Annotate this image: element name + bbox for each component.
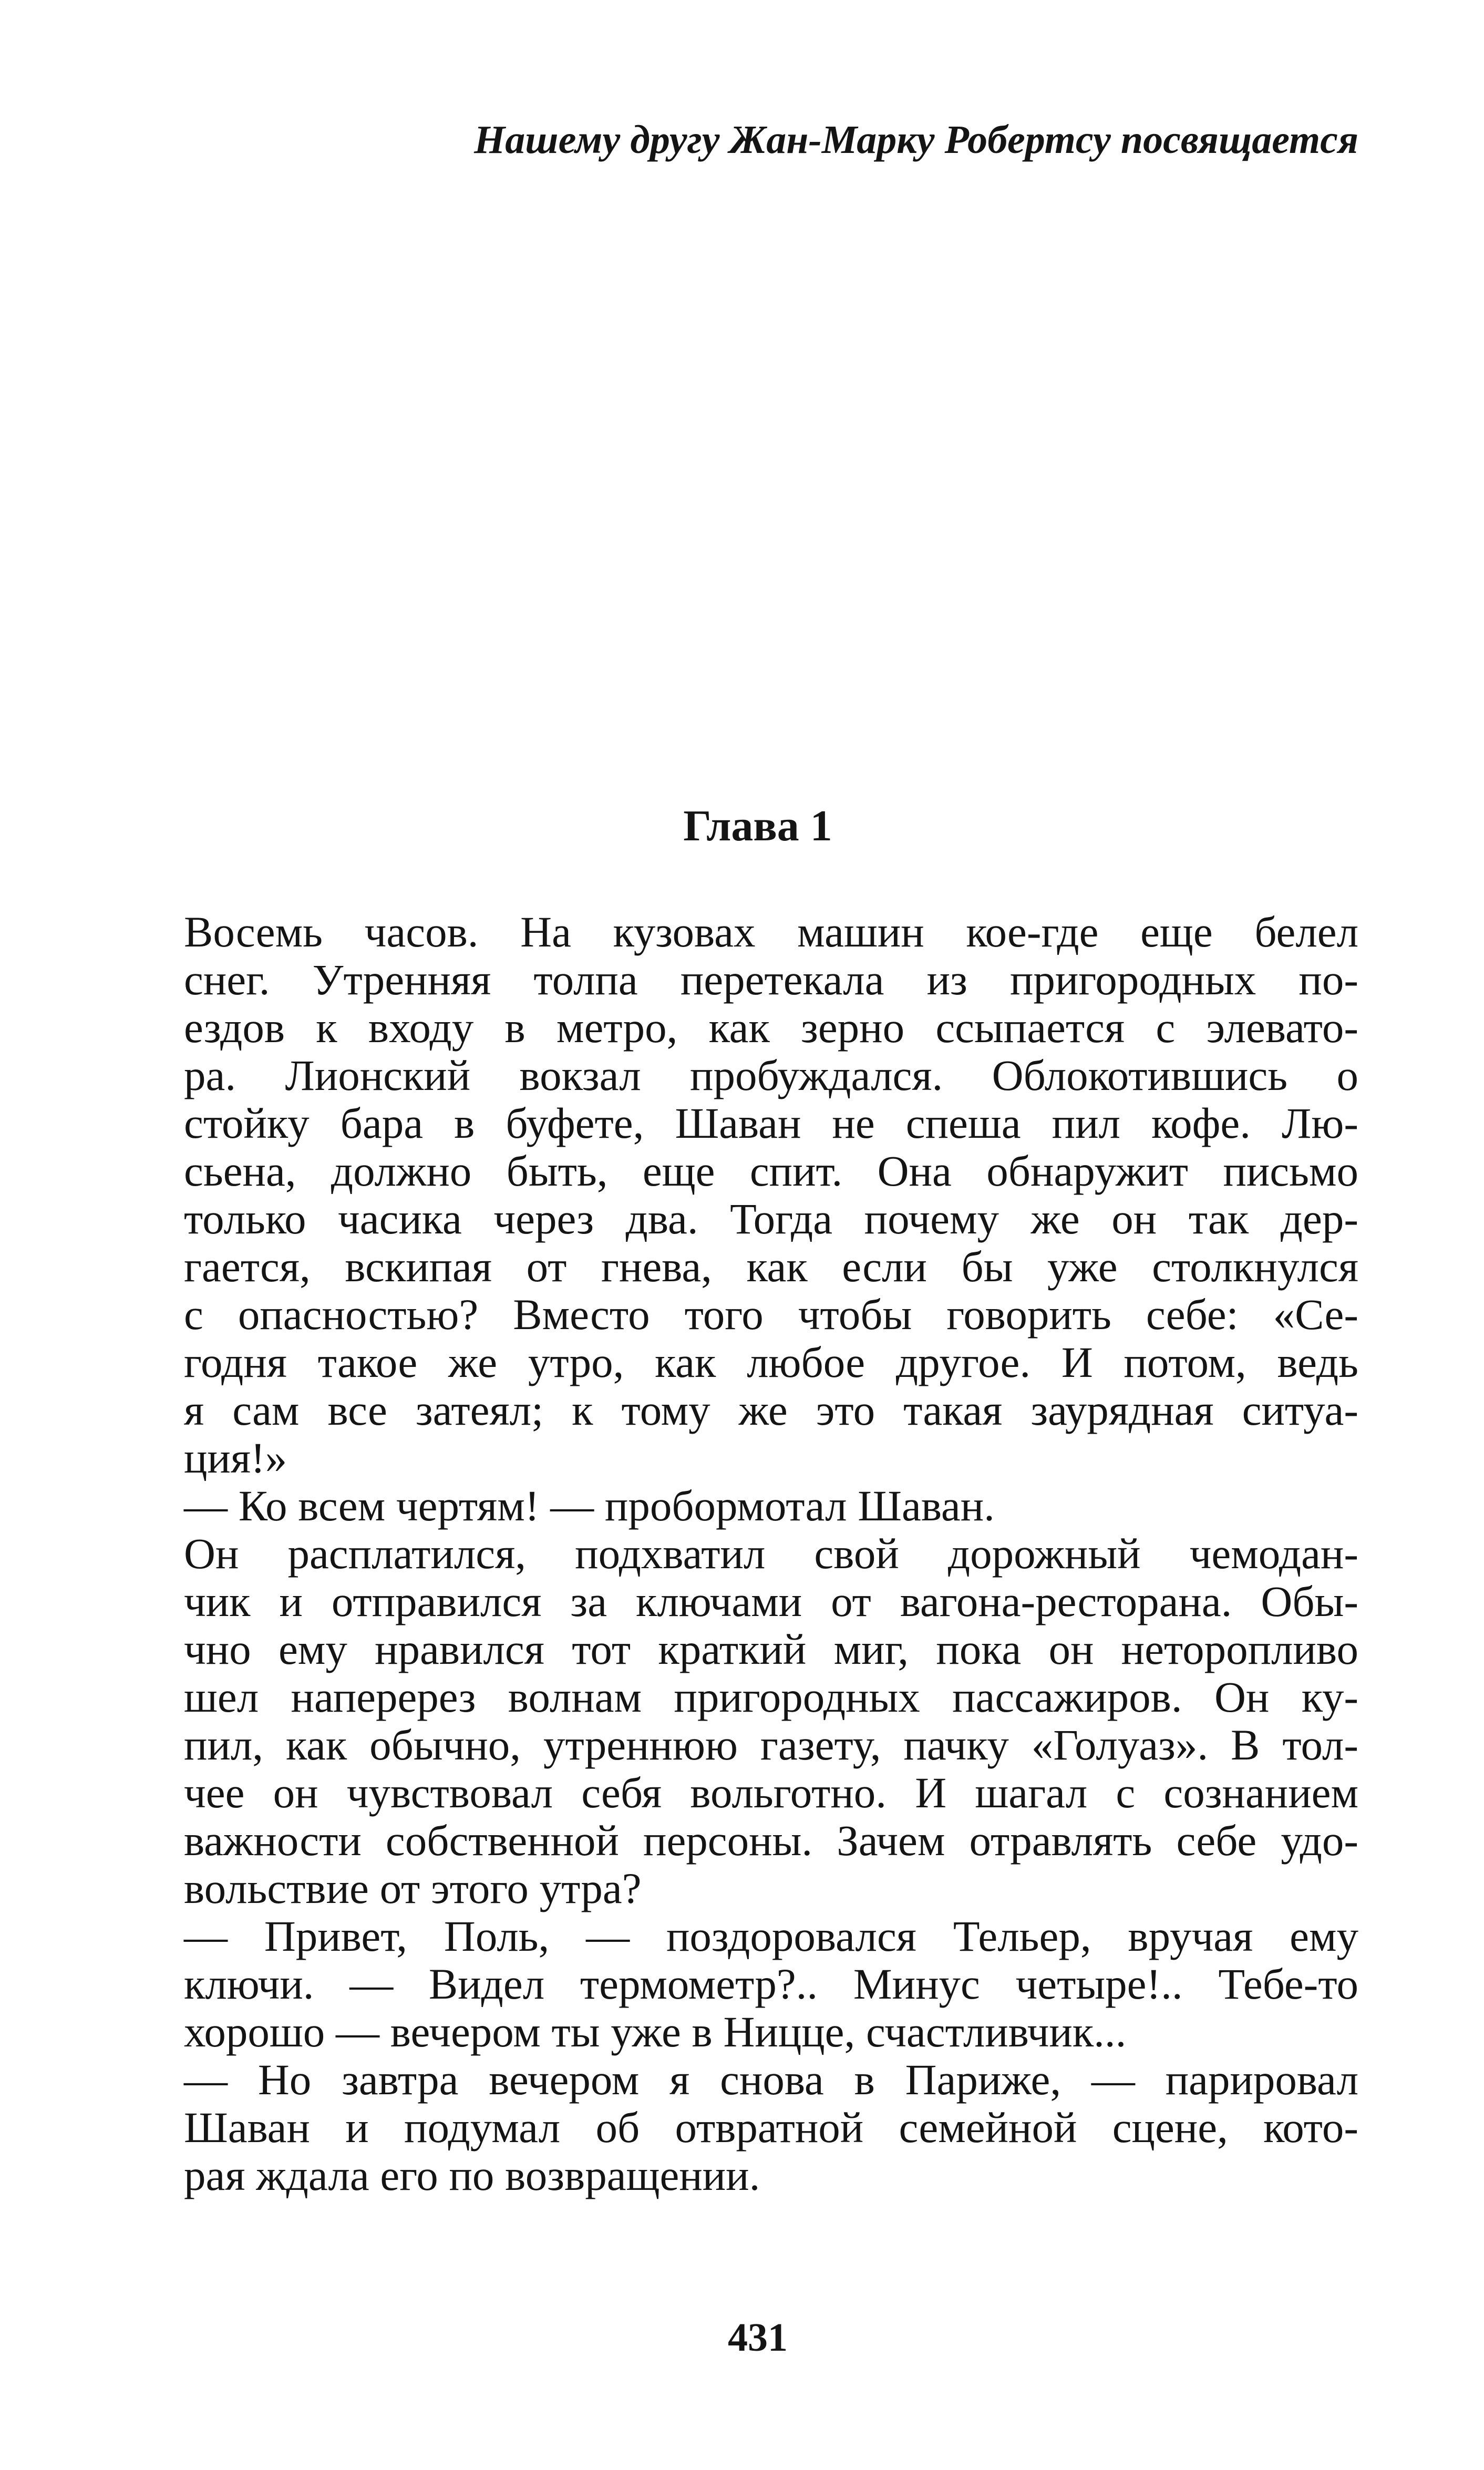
text-line: важности собственной персоны. Зачем отравлять себе удо- [184, 1816, 1358, 1865]
text-line: рая ждала его по возвращении. [184, 2151, 760, 2199]
text-line: Восемь часов. На кузовах машин кое-где еще белел [184, 908, 1358, 956]
text-line: Он расплатился, подхватил свой дорожный чемодан- [184, 1529, 1358, 1578]
page-number: 431 [728, 2315, 788, 2360]
text-line: — Но завтра вечером я снова в Париже, — парировал [184, 2055, 1358, 2104]
text-line: стойку бара в буфете, Шаван не спеша пил кофе. Лю- [184, 1099, 1358, 1147]
text-line: ция!» [184, 1434, 287, 1482]
text-line: чик и отправился за ключами от вагона-ресторана. Обы- [184, 1577, 1358, 1625]
text-line: чее он чувствовал себя вольготно. И шагал с сознанием [184, 1768, 1358, 1817]
text-line: с опасностью? Вместо того чтобы говорить себе: «Се- [184, 1290, 1358, 1339]
text-line: — Ко всем чертям! — пробормотал Шаван. [184, 1481, 995, 1530]
chapter-title: Глава 1 [683, 801, 832, 850]
text-line: чно ему нравился тот краткий миг, пока он неторопливо [184, 1625, 1358, 1673]
text-line: я сам все затеял; к тому же это такая заурядная ситуа- [184, 1386, 1358, 1434]
text-line: только часика через два. Тогда почему же он так дер- [184, 1195, 1358, 1243]
text-line: Шаван и подумал об отвратной семейной сцене, кото- [184, 2103, 1358, 2152]
text-line: ра. Лионский вокзал пробуждался. Облокотившись о [184, 1051, 1358, 1099]
text-line: гается, вскипая от гнева, как если бы уже столкнулся [184, 1242, 1358, 1291]
chapter-body-text [184, 908, 1358, 2199]
text-line: пил, как обычно, утреннюю газету, пачку «Голуаз». В тол- [184, 1721, 1358, 1769]
dedication: Нашему другу Жан-Марку Робертсу посвящается [474, 118, 1358, 162]
text-line: ключи. — Видел термометр?.. Минус четыре!.. Тебе-то [184, 1960, 1358, 2008]
text-line: шел наперерез волнам пригородных пассажиров. Он ку- [184, 1673, 1358, 1721]
text-line: — Привет, Поль, — поздоровался Тельер, вручая ему [184, 1912, 1358, 1960]
text-line: сьена, должно быть, еще спит. Она обнаружит письмо [184, 1147, 1358, 1195]
text-line: вольствие от этого утра? [184, 1864, 642, 1912]
text-line: годня такое же утро, как любое другое. И потом, ведь [184, 1338, 1358, 1386]
text-line: хорошо — вечером ты уже в Ницце, счастливчик... [184, 2008, 1127, 2056]
text-line: ездов к входу в метро, как зерно ссыпается с элевато- [184, 1003, 1358, 1052]
text-line: снег. Утренняя толпа перетекала из пригородных по- [184, 955, 1358, 1004]
